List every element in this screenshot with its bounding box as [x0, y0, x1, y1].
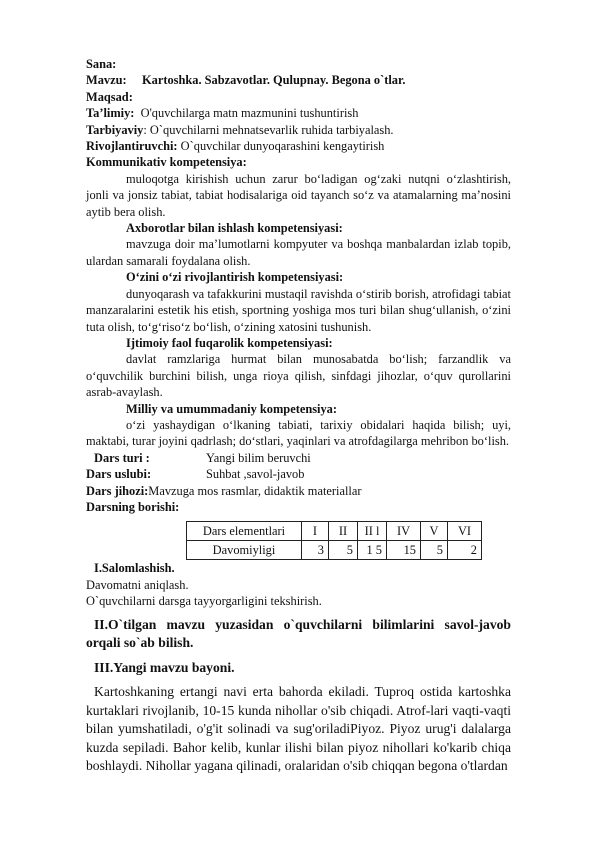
readiness-text: O`quvchilarni darsga tayyorgarligini tekshirish. [86, 594, 322, 609]
goal-label: Maqsad: [86, 89, 133, 104]
lesson-method-label: Dars uslubi: [86, 467, 152, 482]
document-page [86, 56, 511, 776]
table-cell: 15 [387, 541, 421, 560]
table-cell: IV [387, 522, 421, 541]
section-review-title: II.O`tilgan mavzu yuzasidan o`quvchilarni bilimlarini savol-javob orqali so`ab bilish. [86, 616, 511, 651]
schedule-table [186, 521, 482, 560]
competency-text: o‘zi yashaydigan o‘lkaning tabiati, tarixiy obidalari haqida bilish; uyi, maktabi, turar joyini qadrlash; do‘stlari, yaqinlari va atrofdagilarga mehribon bo‘lish. [86, 417, 511, 449]
competency-civic [86, 335, 511, 401]
section-greeting-title: I.Salomlashish. [94, 561, 175, 576]
educational-label: Ta’limiy: [86, 106, 135, 121]
body-paragraph: Kartoshkaning ertangi navi erta bahorda ekiladi. Tuproq ostida kartoshka kurtaklari rivojlanib, 10-15 kunda nihollar o'sib chiqadi. Atrof-lari vaqti-vaqti bilan yumshatiladi, o'g'it solinadi va sug'oriladiPiyoz. Piyoz urug'i dalalarga kuzda sepiladi. Bahor kelib, kunlar ilishi bilan piyoz nihollari ko'karib chiqa boshlaydi. Nihollar yagana qilinadi, oralaridan o'sib chiqqan begona o'tlardan [86, 684, 511, 774]
lesson-type [86, 450, 511, 466]
competency-text: muloqotga kirishish uchun zarur bo‘ladigan og‘zaki nutqni o‘zlashtirish, jonli va jonsiz tabiat, tabiat hodisalariga oid tayanch so‘z va atamalarning ma’nosini aytib bera olish. [86, 171, 511, 219]
lesson-flow-label: Darsning borishi: [86, 499, 180, 514]
table-cell: I [302, 522, 329, 541]
attendance-text: Davomatni aniqlash. [86, 577, 189, 592]
date-label: Sana: [86, 57, 117, 71]
table-cell: II [329, 522, 358, 541]
upbringing-goal [86, 122, 511, 138]
topic-label: Mavzu: [86, 73, 127, 88]
upbringing-value: : O`quvchilarni mehnatsevarlik ruhida tarbiyalash. [143, 122, 394, 137]
lesson-method [86, 466, 511, 482]
topic-line [86, 72, 511, 88]
developmental-value: O`quvchilar dunyoqarashini kengaytirish [180, 139, 385, 154]
table-cell: 3 [302, 541, 329, 560]
lesson-method-value: Suhbat ,savol-javob [206, 467, 305, 482]
competency-communicative [86, 154, 511, 220]
lesson-type-label: Dars turi : [94, 450, 150, 465]
table-cell: VI [448, 522, 482, 541]
competency-text: mavzuga doir ma’lumotlarni kompyuter va boshqa manbalardan izlab topib, ulardan samarali foydalana olish. [86, 237, 511, 268]
competency-title: Ijtimoiy faol fuqarolik kompetensiyasi: [126, 335, 333, 350]
lesson-equipment [86, 483, 511, 499]
table-cell: 1 5 [358, 541, 387, 560]
table-cell: V [421, 522, 448, 541]
topic-value: Kartoshka. Sabzavotlar. Qulupnay. Begona o`tlar. [142, 73, 406, 88]
competency-text: davlat ramzlariga hurmat bilan munosabatda bo‘lish; farzandlik va o‘quvchilik burchini bilish, unga rioya qilish, sinfdagi jihozlar, o‘quv qurollarini asrab-avaylash. [86, 352, 511, 400]
table-cell: 5 [421, 541, 448, 560]
table-row [187, 522, 482, 541]
competency-information [86, 220, 511, 269]
competency-title: Kommunikativ kompetensiya: [86, 155, 247, 170]
table-header-cell: Dars elementlari [187, 522, 302, 541]
developmental-goal [86, 138, 511, 154]
developmental-label: Rivojlantiruvchi: [86, 139, 178, 154]
competency-text: dunyoqarash va tafakkurini mustaqil ravishda o‘stirib borish, atrofidagi tabiat manzaralarini estetik his etish, sportning yoshiga mos turi bilan shug‘ullanish, o‘zini tuta olish, to‘g‘riso‘z bo‘lish, o‘zining xatosini tushunish. [86, 286, 511, 334]
competency-title: O‘zini o‘zi rivojlantirish kompetensiyasi: [126, 270, 344, 285]
educational-goal [86, 105, 511, 121]
competency-title: Milliy va umummadaniy kompetensiya: [126, 401, 337, 416]
competency-title: Axborotlar bilan ishlash kompetensiyasi: [126, 221, 343, 236]
table-row [187, 541, 482, 560]
upbringing-label: Tarbiyaviy [86, 122, 144, 137]
educational-value: O'quvchilarga matn mazmunini tushuntirish [140, 106, 359, 121]
lesson-type-value: Yangi bilim beruvchi [206, 450, 311, 465]
cell-text: II l [364, 524, 380, 539]
table-cell: 2 [448, 541, 482, 560]
section-new-topic-title: III.Yangi mavzu bayoni. [94, 659, 235, 675]
table-header-cell: Davomiyligi [187, 541, 302, 560]
competency-self-development [86, 269, 511, 335]
table-cell [358, 522, 387, 541]
lesson-equipment-value: Mavzuga mos rasmlar, didaktik materiallar [148, 483, 362, 498]
competency-national [86, 401, 511, 450]
table-cell: 5 [329, 541, 358, 560]
lesson-equipment-label: Dars jihozi: [86, 483, 149, 498]
